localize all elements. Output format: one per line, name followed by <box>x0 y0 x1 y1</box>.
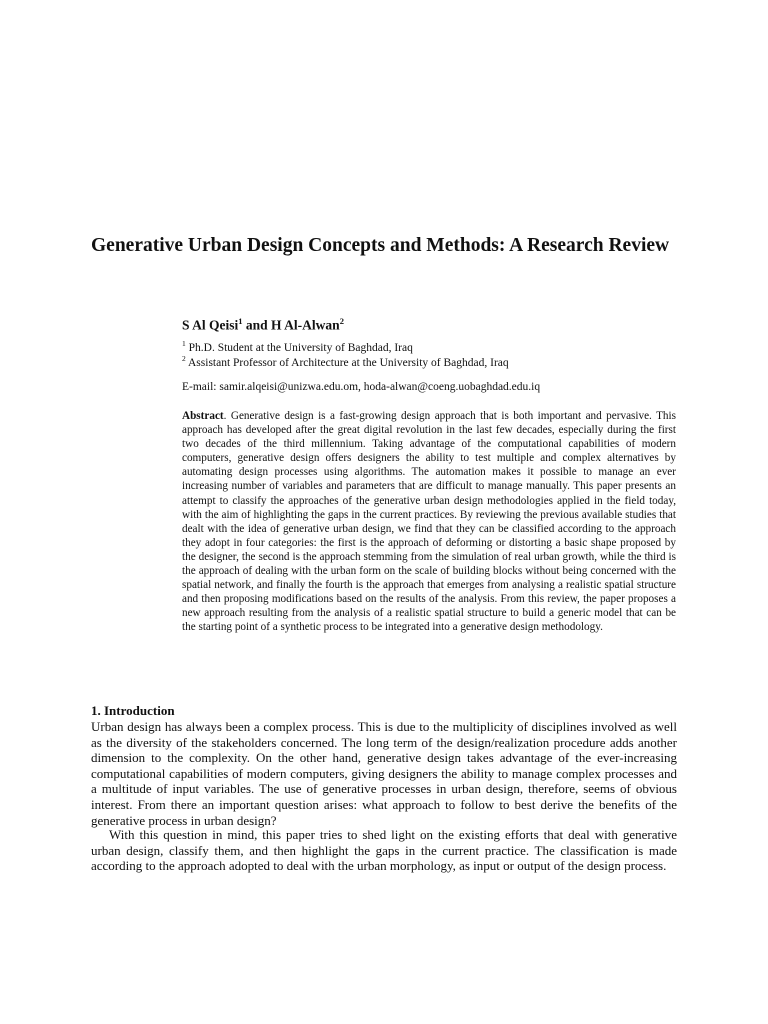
author-1-name: S Al Qeisi <box>182 317 239 333</box>
author-connector: and <box>242 317 272 333</box>
introduction-paragraph-1: Urban design has always been a complex process. This is due to the multiplicity of disciplines involved as well as the diversity of the stakeholders concerned. The long term of the design/realization procedure adds another dimension to the complexity. On the other hand, generative design takes advantage of the ever-increasing computational capabilities of modern computers, giving designers the ability to manage complex processes and a multitude of input variables. The use of generative processes in urban design, therefore, seems of obvious interest. From there an important question arises: what approach to follow to best derive the benefits of the generative process in urban design? <box>91 719 677 828</box>
affiliation-1-text: Ph.D. Student at the University of Baghdad, Iraq <box>185 341 413 354</box>
abstract-text: . Generative design is a fast-growing design approach that is both important and pervasive. This approach has developed after the great digital revolution in the last few decades, especially during the first two decades of the third millennium. Taking advantage of the computational capabilities of modern computers, generative design offers designers the ability to test multiple and complex alternatives by automating design processes using algorithms. The automation makes it possible to manage an ever increasing number of variables and parameters that are difficult to manage manually. This paper presents an attempt to classify the approaches of the generative urban design methodologies applied in the field today, with the aim of highlighting the gaps in the current practices. By reviewing the previous available studies that dealt with the idea of generative urban design, we find that they can be classified according to the approach they adopt in four categories: the first is the approach of deforming or distorting a basic shape proposed by the designer, the second is the approach stemming from the simulation of real urban growth, while the third is the approach of dealing with the urban form on the scale of building blocks without being concerned with the spatial network, and finally the fourth is the approach that emerges from analysing a realistic spatial structure and then proposing modifications based on the results of the analysis. From this review, the paper proposes a new approach resulting from the analysis of a realistic spatial structure to build a generic model that can be the starting point of a synthetic process to be integrated into a generative design methodology. <box>182 410 676 634</box>
introduction-paragraph-2: With this question in mind, this paper tries to shed light on the existing efforts that deal with generative urban design, classify them, and then highlight the gaps in the current practice. The classification is made according to the approach adopted to deal with the urban morphology, as input or output of the design process. <box>91 827 677 874</box>
affiliation-1-mark: 1 <box>182 339 186 348</box>
abstract <box>182 409 676 635</box>
author-line <box>182 316 344 334</box>
paper-title: Generative Urban Design Concepts and Methods: A Research Review <box>91 235 670 256</box>
section-heading-introduction: 1. Introduction <box>91 703 175 718</box>
author-2-name: H Al-Alwan <box>271 317 340 333</box>
author-1-affiliation-mark: 1 <box>238 316 243 326</box>
affiliation-2-text: Assistant Professor of Architecture at the University of Baghdad, Iraq <box>185 356 509 369</box>
affiliation-2 <box>182 354 509 369</box>
affiliation-2-mark: 2 <box>182 354 186 363</box>
affiliation-1 <box>182 339 413 354</box>
contact-email: E-mail: samir.alqeisi@unizwa.edu.om, hoda-alwan@coeng.uobaghdad.edu.iq <box>182 381 541 393</box>
abstract-label: Abstract <box>182 410 224 422</box>
author-2-affiliation-mark: 2 <box>339 316 344 326</box>
